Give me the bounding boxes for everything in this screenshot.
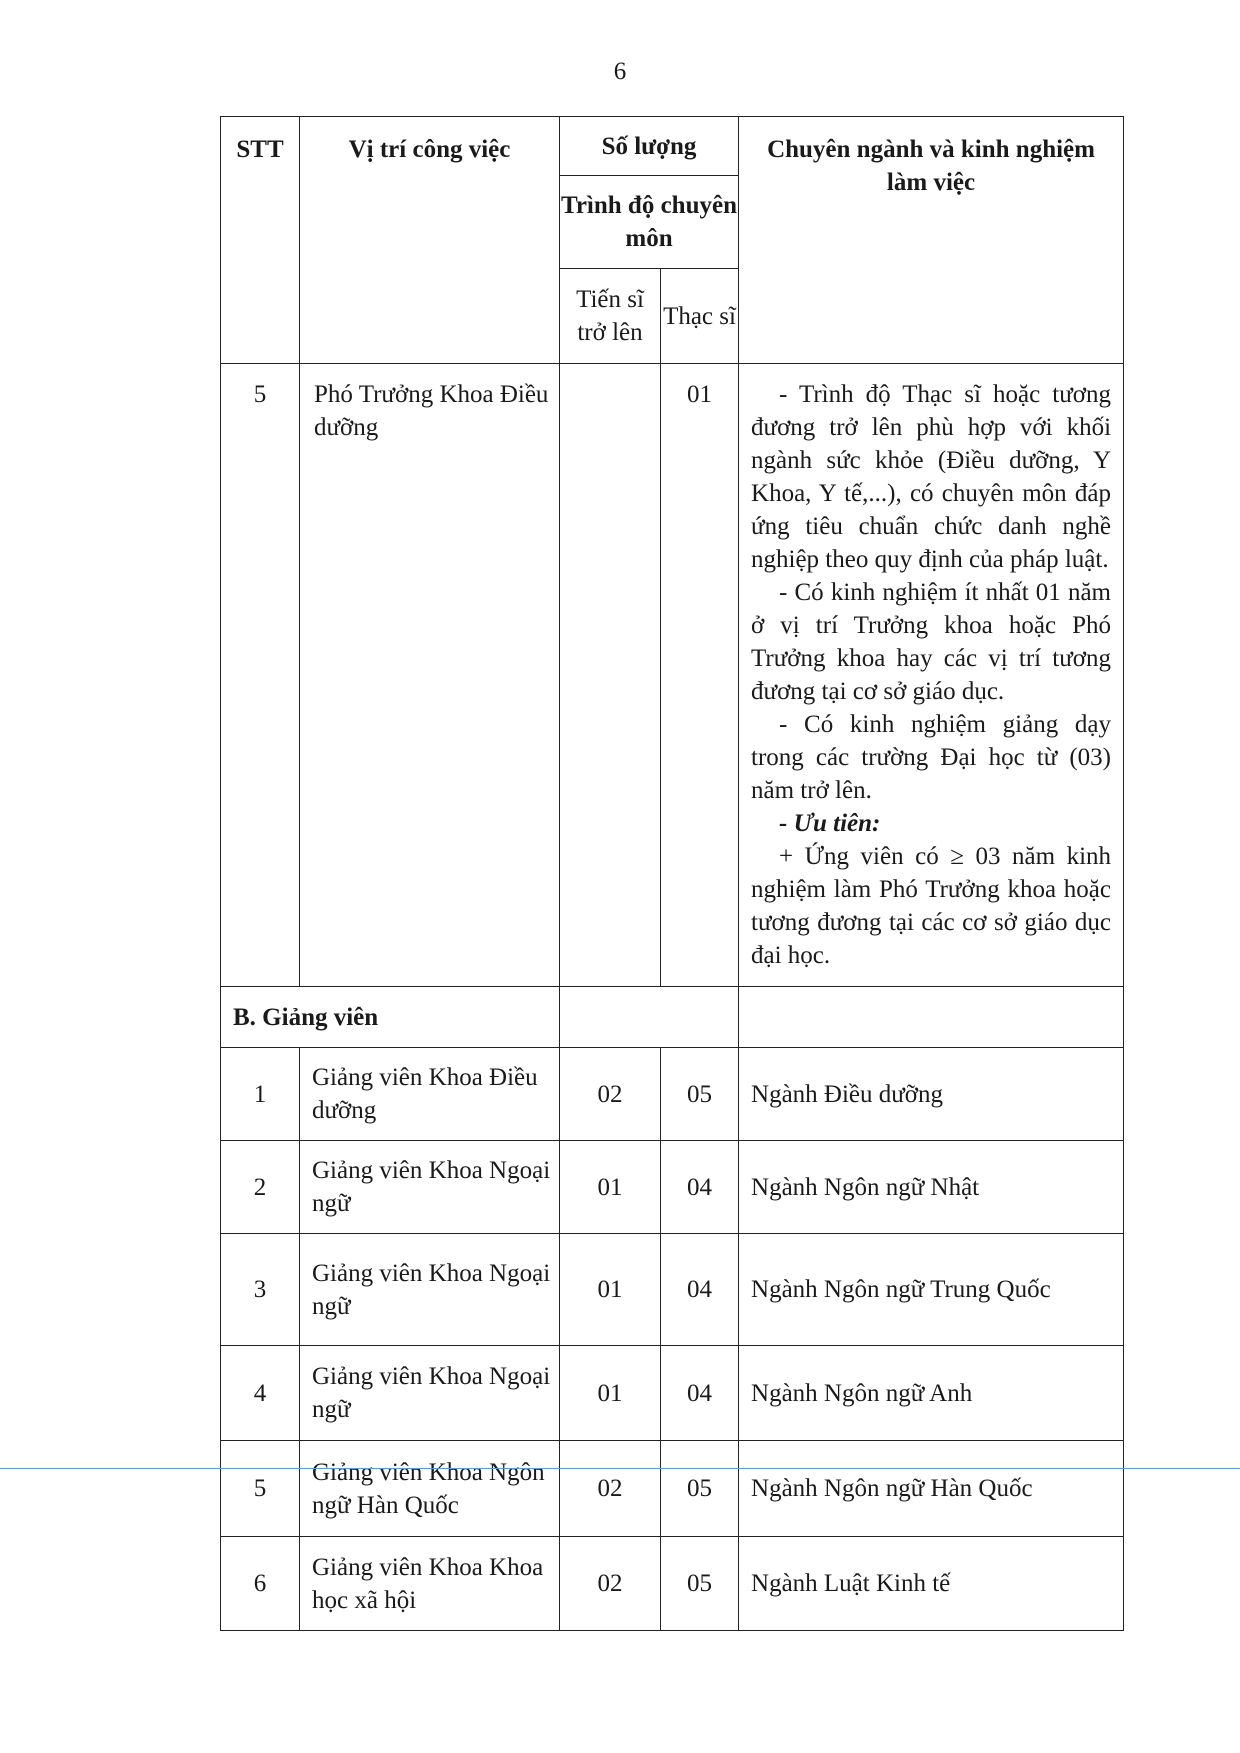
row-master: 04 [661, 1234, 739, 1346]
requirement-management: - Có kinh nghiệm ít nhất 01 năm ở vị trí Trưởng khoa hoặc Phó Trưởng khoa hay các vị trí tương đương tại cơ sở giáo dục. [751, 579, 1112, 705]
row-position: Phó Trưởng Khoa Điều dưỡng [300, 364, 560, 987]
row-specialty: Ngành Ngôn ngữ Nhật [739, 1141, 1124, 1234]
page-number: 6 [613, 58, 627, 85]
row-specialty: Ngành Ngôn ngữ Trung Quốc [739, 1234, 1124, 1346]
row-position: Giảng viên Khoa Điều dưỡng [300, 1048, 560, 1141]
row-stt: 4 [221, 1346, 300, 1441]
header-row [221, 117, 1124, 176]
header-level: Trình độ chuyên môn [560, 176, 739, 269]
row-master: 05 [661, 1441, 739, 1537]
table-row [221, 1537, 1124, 1631]
header-specialty: Chuyên ngành và kinh nghiệm làm việc [739, 117, 1124, 364]
recruitment-table [220, 116, 1124, 1631]
row-specialty: Ngành Ngôn ngữ Hàn Quốc [739, 1441, 1124, 1537]
table-row [221, 1346, 1124, 1441]
row-doctor: 02 [560, 1048, 661, 1141]
row-specialty: Ngành Điều dưỡng [739, 1048, 1124, 1141]
row-stt: 2 [221, 1141, 300, 1234]
table-row-deputy-dean [221, 364, 1124, 987]
section-empty-spec [739, 987, 1124, 1048]
section-empty-qty [560, 987, 739, 1048]
section-title: B. Giảng viên [221, 987, 560, 1048]
row-doctor: 02 [560, 1537, 661, 1631]
row-master: 05 [661, 1048, 739, 1141]
row-master: 05 [661, 1537, 739, 1631]
header-doctor: Tiến sĩ trở lên [560, 269, 661, 364]
row-position: Giảng viên Khoa Ngoại ngữ [300, 1234, 560, 1346]
priority-text: + Ứng viên có ≥ 03 năm kinh nghiệm làm Phó Trưởng khoa hoặc tương đương tại các cơ sở giáo dục đại học. [751, 843, 1112, 969]
row-position: Giảng viên Khoa Ngoại ngữ [300, 1346, 560, 1441]
row-stt: 5 [221, 1441, 300, 1537]
priority-label: - Ưu tiên: [779, 810, 881, 837]
requirement-teaching: - Có kinh nghiệm giảng dạy trong các trường Đại học từ (03) năm trở lên. [751, 711, 1112, 804]
row-doctor: 02 [560, 1441, 661, 1537]
row-doctor: 01 [560, 1346, 661, 1441]
row-position: Giảng viên Khoa Ngoại ngữ [300, 1141, 560, 1234]
table-row [221, 1234, 1124, 1346]
header-stt: STT [221, 117, 300, 364]
row-master: 01 [661, 364, 739, 987]
header-position: Vị trí công việc [300, 117, 560, 364]
row-stt: 3 [221, 1234, 300, 1346]
table-row [221, 1141, 1124, 1234]
row-stt: 5 [221, 364, 300, 987]
row-position: Giảng viên Khoa Khoa học xã hội [300, 1537, 560, 1631]
header-master: Thạc sĩ [661, 269, 739, 364]
row-doctor [560, 364, 661, 987]
row-stt: 6 [221, 1537, 300, 1631]
row-doctor: 01 [560, 1234, 661, 1346]
requirement-degree: - Trình độ Thạc sĩ hoặc tương đương trở lên phù hợp với khối ngành sức khỏe (Điều dưỡng, Y Khoa, Y tế,...), có chuyên môn đáp ứng tiêu chuẩn chức danh nghề nghiệp theo quy định của pháp luật. [751, 381, 1112, 573]
table-row [221, 1048, 1124, 1141]
row-master: 04 [661, 1141, 739, 1234]
row-specialty: Ngành Ngôn ngữ Anh [739, 1346, 1124, 1441]
section-row [221, 987, 1124, 1048]
table-row [221, 1441, 1124, 1537]
row-doctor: 01 [560, 1141, 661, 1234]
row-specialty: Ngành Luật Kinh tế [739, 1537, 1124, 1631]
row-master: 04 [661, 1346, 739, 1441]
row-requirements [739, 364, 1124, 987]
header-quantity: Số lượng [560, 117, 739, 176]
row-position: Giảng viên Khoa Ngôn ngữ Hàn Quốc [300, 1441, 560, 1537]
page-break-guide-line [0, 1468, 1240, 1469]
row-stt: 1 [221, 1048, 300, 1141]
